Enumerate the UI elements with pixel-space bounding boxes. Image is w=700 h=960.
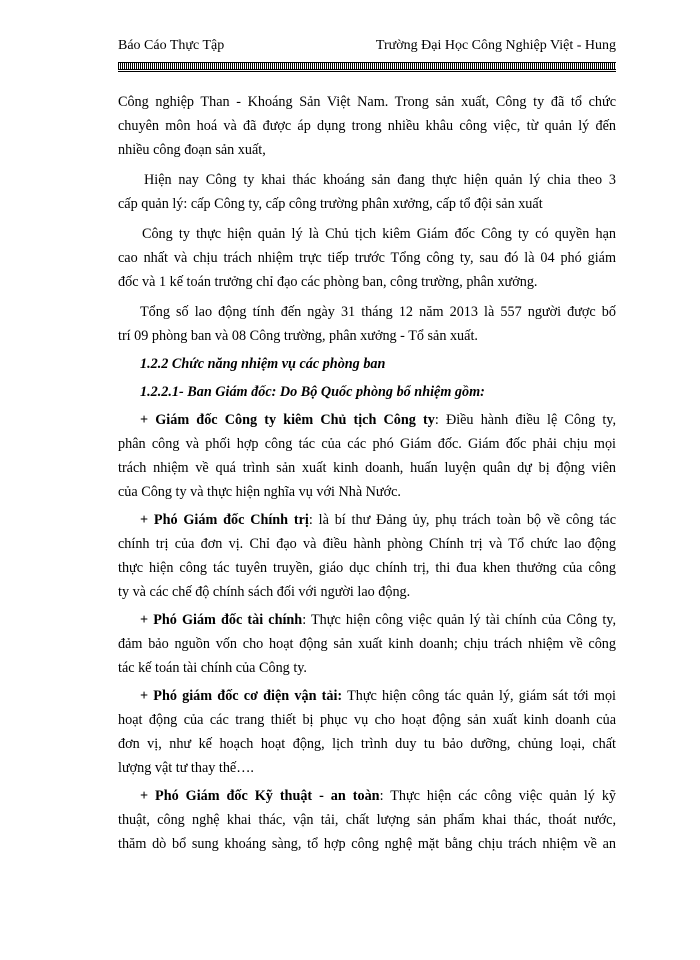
paragraph-line: thực hiện công tác tuyên truyền, giáo dục chính trị, thi đua khen thưởng của công	[118, 560, 616, 576]
paragraph-line: + Phó Giám đốc Kỹ thuật - an toàn: Thực hiện các công việc quản lý kỹ	[140, 788, 617, 804]
paragraph-line: Công ty thực hiện quản lý là Chủ tịch kiêm Giám đốc Công ty có quyền hạn	[142, 226, 616, 242]
paragraph-line: đảm bảo nguồn vốn cho hoạt động sản xuất kinh doanh; chịu trách nhiệm về công	[118, 636, 616, 652]
header-divider-thin	[118, 71, 616, 72]
paragraph-line: thuật, công nghệ khai thác, vận tải, chất lượng sản phẩm khai thác, thoát nước,	[118, 812, 616, 828]
paragraph-line: + Giám đốc Công ty kiêm Chủ tịch Công ty: Điều hành điều lệ Công ty,	[140, 412, 616, 428]
paragraph-line: chính trị của đơn vị. Chỉ đạo và điều hành phòng Chính trị và Tổ chức lao động	[118, 536, 616, 552]
paragraph-line: hoạt động của các trang thiết bị phục vụ cho hoạt động sản xuất kinh doanh của	[118, 712, 616, 728]
paragraph-line: thăm dò bổ sung khoáng sàng, tổ hợp công nghệ mặt bằng chịu trách nhiệm về an	[118, 836, 616, 852]
section-heading: 1.2.2 Chức năng nhiệm vụ các phòng ban	[140, 356, 386, 372]
role-title: + Phó Giám đốc Chính trị	[140, 512, 309, 528]
paragraph-line: cấp quản lý: cấp Công ty, cấp công trường phân xưởng, cấp tổ đội sản xuất	[118, 196, 543, 212]
paragraph-line: trách nhiệm về quá trình sản xuất kinh doanh, huấn luyện quân dự bị động viên	[118, 460, 616, 476]
paragraph-line: lượng vật tư thay thế….	[118, 760, 254, 776]
paragraph-line: chuyên môn hoá và đã được áp dụng trong nhiều khâu công việc, từ quản lý đến	[118, 118, 616, 134]
role-title: + Phó giám đốc cơ điện vận tải:	[140, 688, 343, 704]
paragraph-line: của Công ty và thực hiện nghĩa vụ với Nhà Nước.	[118, 484, 401, 500]
paragraph-line: trí 09 phòng ban và 08 Công trường, phân xưởng - Tổ sản xuất.	[118, 328, 478, 344]
role-title: + Phó Giám đốc Kỹ thuật - an toàn	[140, 788, 380, 804]
paragraph-line: Công nghiệp Than - Khoáng Sản Việt Nam. Trong sản xuất, Công ty đã tổ chức	[118, 94, 616, 110]
page-header	[118, 38, 616, 60]
paragraph-line: Tổng số lao động tính đến ngày 31 tháng 12 năm 2013 là 557 người được bố	[140, 304, 616, 320]
paragraph-line: ty và các chế độ chính sách đối với người lao động.	[118, 584, 411, 600]
paragraph-line: nhiều công đoạn sản xuất,	[118, 142, 266, 158]
header-university-name: Trường Đại Học Công Nghiệp Việt - Hung	[375, 38, 616, 53]
paragraph-line: đốc và 1 kế toán trưởng chỉ đạo các phòng ban, công trường, phân xưởng.	[118, 274, 538, 290]
paragraph-line: Hiện nay Công ty khai thác khoáng sản đang thực hiện quản lý chia theo 3	[144, 172, 616, 188]
paragraph-line: đơn vị, như kế hoạch hoạt động, lịch trình duy tu bảo dưỡng, chủng loại, chất	[118, 736, 616, 752]
section-heading: 1.2.2.1- Ban Giám đốc: Do Bộ Quốc phòng bổ nhiệm gồm:	[140, 384, 485, 400]
paragraph-line: + Phó Giám đốc Chính trị: là bí thư Đảng ủy, phụ trách toàn bộ về công tác	[140, 512, 616, 528]
header-report-title: Báo Cáo Thực Tập	[118, 38, 225, 53]
paragraph-line: tác kế toán tài chính của Công ty.	[118, 660, 307, 676]
paragraph-line: + Phó Giám đốc tài chính: Thực hiện công việc quản lý tài chính của Công ty,	[140, 612, 616, 628]
header-divider	[118, 62, 616, 70]
role-title: + Phó Giám đốc tài chính	[140, 612, 303, 628]
paragraph-line: + Phó giám đốc cơ điện vận tải: Thực hiện công tác quản lý, giám sát tới mọi	[140, 688, 617, 704]
paragraph-line: cao nhất và chịu trách nhiệm trực tiếp trước Tổng công ty, sau đó là 04 phó giám	[118, 250, 616, 266]
paragraph-line: phân công và phối hợp công tác của các phó Giám đốc. Giám đốc phải chịu mọi	[118, 436, 616, 452]
role-title: + Giám đốc Công ty kiêm Chủ tịch Công ty	[140, 412, 435, 428]
